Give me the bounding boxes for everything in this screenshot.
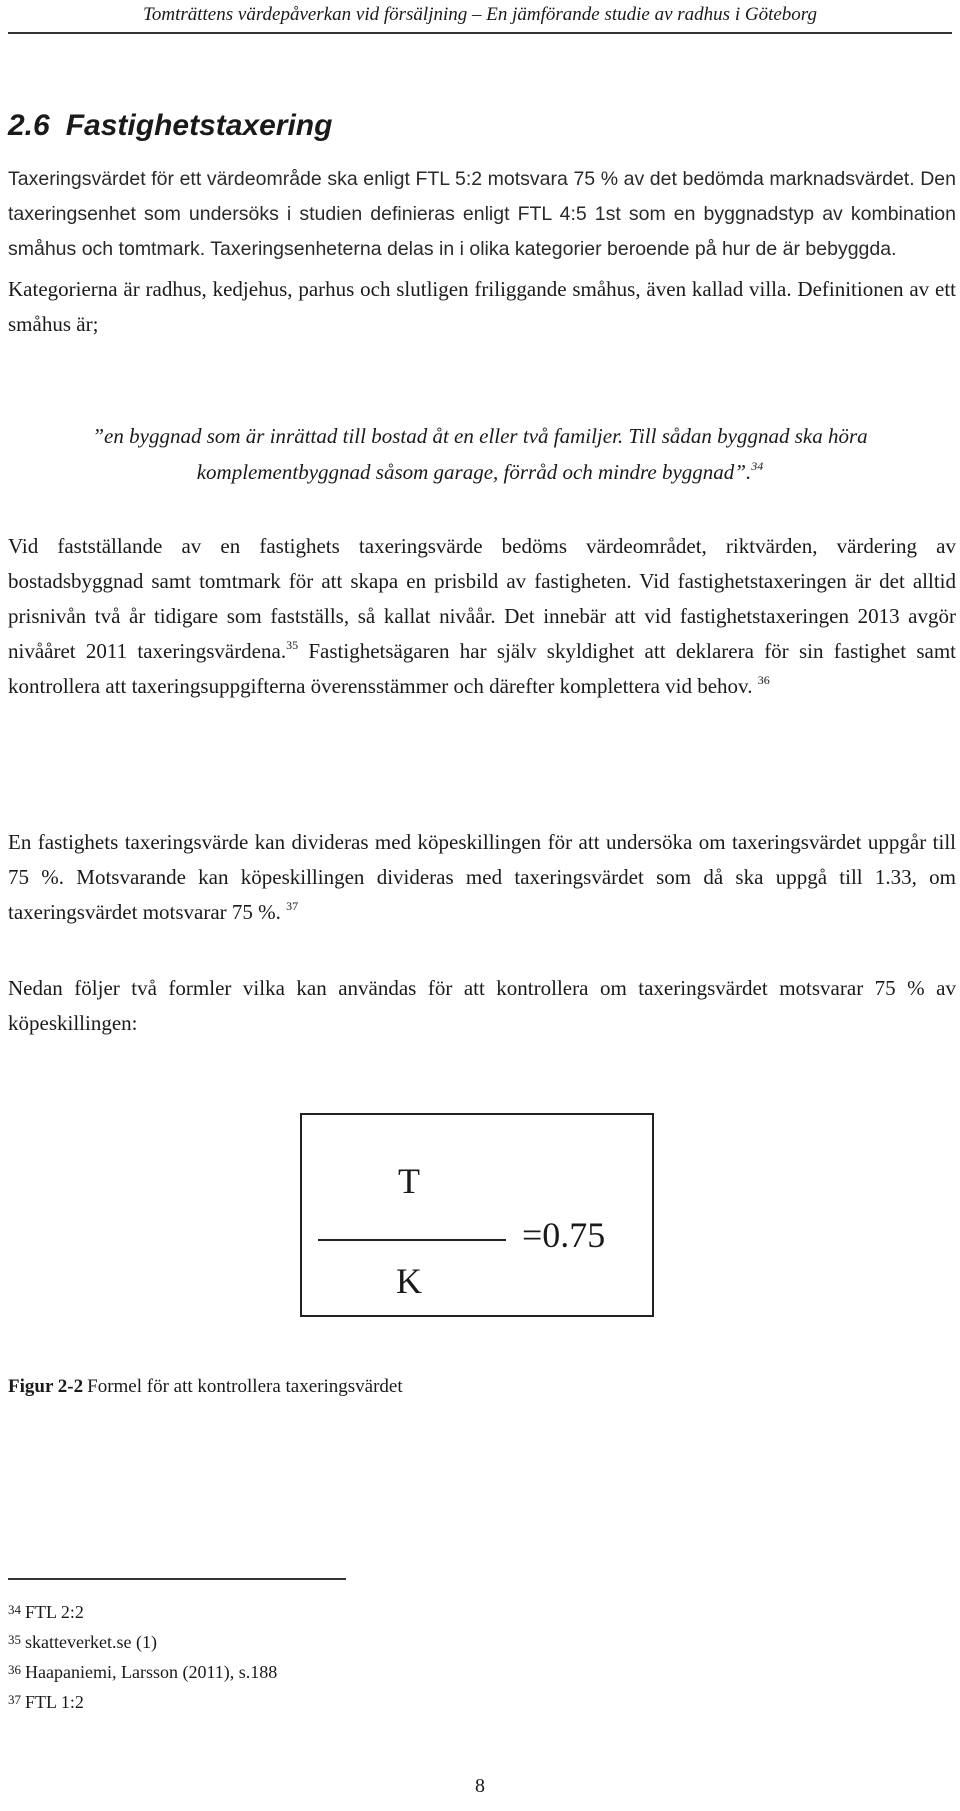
footnote-number: 37 (8, 1692, 21, 1707)
paragraph-dividera-text: En fastighets taxeringsvärde kan divideras med köpeskillingen för att undersöka om taxeringsvärdet uppgår till 75 %. Motsvarande kan köpeskillingen divideras med taxeringsvärdet som då ska uppgå till 1.33, om taxeringsvärdet motsvarar 75 %. (8, 830, 956, 924)
formula-denominator: K (396, 1261, 422, 1301)
paragraph-faststallande-text-a: Vid fastställande av en fastighets taxeringsvärde bedöms värdeområdet, riktvärden, värdering av bostadsbyggnad samt tomtmark för att skapa en prisbild av fastigheten. Vid fastighetstaxeringen är det alltid prisnivån två år tidigare som fastställs, så kallat nivåår. Det innebär att vid fastighetstaxeringen 2013 avgör nivååret 2011 taxeringsvärdena. (8, 534, 956, 663)
running-header: Tomträttens värdepåverkan vid försäljning – En jämförande studie av radhus i Göteborg (143, 4, 817, 25)
footnote-ref-37[interactable]: 37 (286, 899, 299, 913)
footnote-text: skatteverket.se (1) (25, 1632, 157, 1652)
footnote-text: FTL 2:2 (25, 1602, 84, 1622)
footnote-item (8, 1686, 277, 1716)
footnote-divider (8, 1578, 346, 1580)
footnote-item (8, 1596, 277, 1626)
paragraph-kategorier: Kategorierna är radhus, kedjehus, parhus och slutligen friliggande småhus, även kallad villa. Definitionen av ett småhus är; (8, 277, 956, 336)
formula-equals-value: =0.75 (522, 1215, 606, 1255)
section-heading (8, 108, 332, 144)
quote-text: en byggnad som är inrättad till bostad åt en eller två familjer. Till sådan byggnad ska höra komplementbyggnad såsom garage, förråd och mindre byggnad (104, 424, 868, 484)
footnote-ref-36[interactable]: 36 (757, 673, 770, 687)
figure-caption-text: Formel för att kontrollera taxeringsvärdet (87, 1376, 403, 1397)
section-number: 2.6 (8, 109, 50, 142)
figure-caption (8, 1374, 403, 1400)
footnote-ref-34[interactable]: 34 (751, 459, 764, 473)
footnote-text: FTL 1:2 (25, 1692, 84, 1712)
formula-box (300, 1113, 654, 1317)
quote-open-mark: ” (92, 424, 105, 448)
formula-numerator: T (398, 1161, 420, 1201)
section-title: Fastighetstaxering (65, 109, 333, 142)
paragraph-faststallande-text-b: Fastighetsägaren har själv skyldighet att deklarera för sin fastighet samt kontrollera att taxeringsuppgifterna överensstämmer och därefter komplettera vid behov. (8, 639, 956, 698)
header-divider (8, 32, 952, 34)
footnote-number: 34 (8, 1602, 21, 1617)
definition-quote (8, 418, 952, 490)
footnote-ref-35[interactable]: 35 (286, 638, 299, 652)
footnote-number: 35 (8, 1632, 21, 1647)
page-number: 8 (475, 1775, 485, 1797)
paragraph-formler: Nedan följer två formler vilka kan användas för att kontrollera om taxeringsvärdet motsvarar 75 % av köpeskillingen: (8, 976, 956, 1035)
footnote-item (8, 1626, 277, 1656)
footnote-list (8, 1596, 277, 1716)
paragraph-taxeringsvarde: Taxeringsvärdet för ett värdeområde ska enligt FTL 5:2 motsvara 75 % av det bedömda marknadsvärdet. Den taxeringsenhet som undersöks i studien definieras enligt FTL 4:5 1st som en byggnadstyp av kombination småhus och tomtmark. Taxeringsenheterna delas in i olika kategorier beroende på hur de är bebyggda. (8, 168, 956, 260)
footnote-number: 36 (8, 1662, 21, 1677)
paragraph-dividera (8, 825, 956, 930)
fraction-bar (318, 1239, 506, 1241)
figure-label: Figur 2-2 (8, 1376, 84, 1397)
paragraph-faststallande (8, 529, 956, 704)
quote-close-mark: ”. (734, 460, 752, 484)
footnote-item (8, 1656, 277, 1686)
footnote-text: Haapaniemi, Larsson (2011), s.188 (25, 1662, 278, 1682)
